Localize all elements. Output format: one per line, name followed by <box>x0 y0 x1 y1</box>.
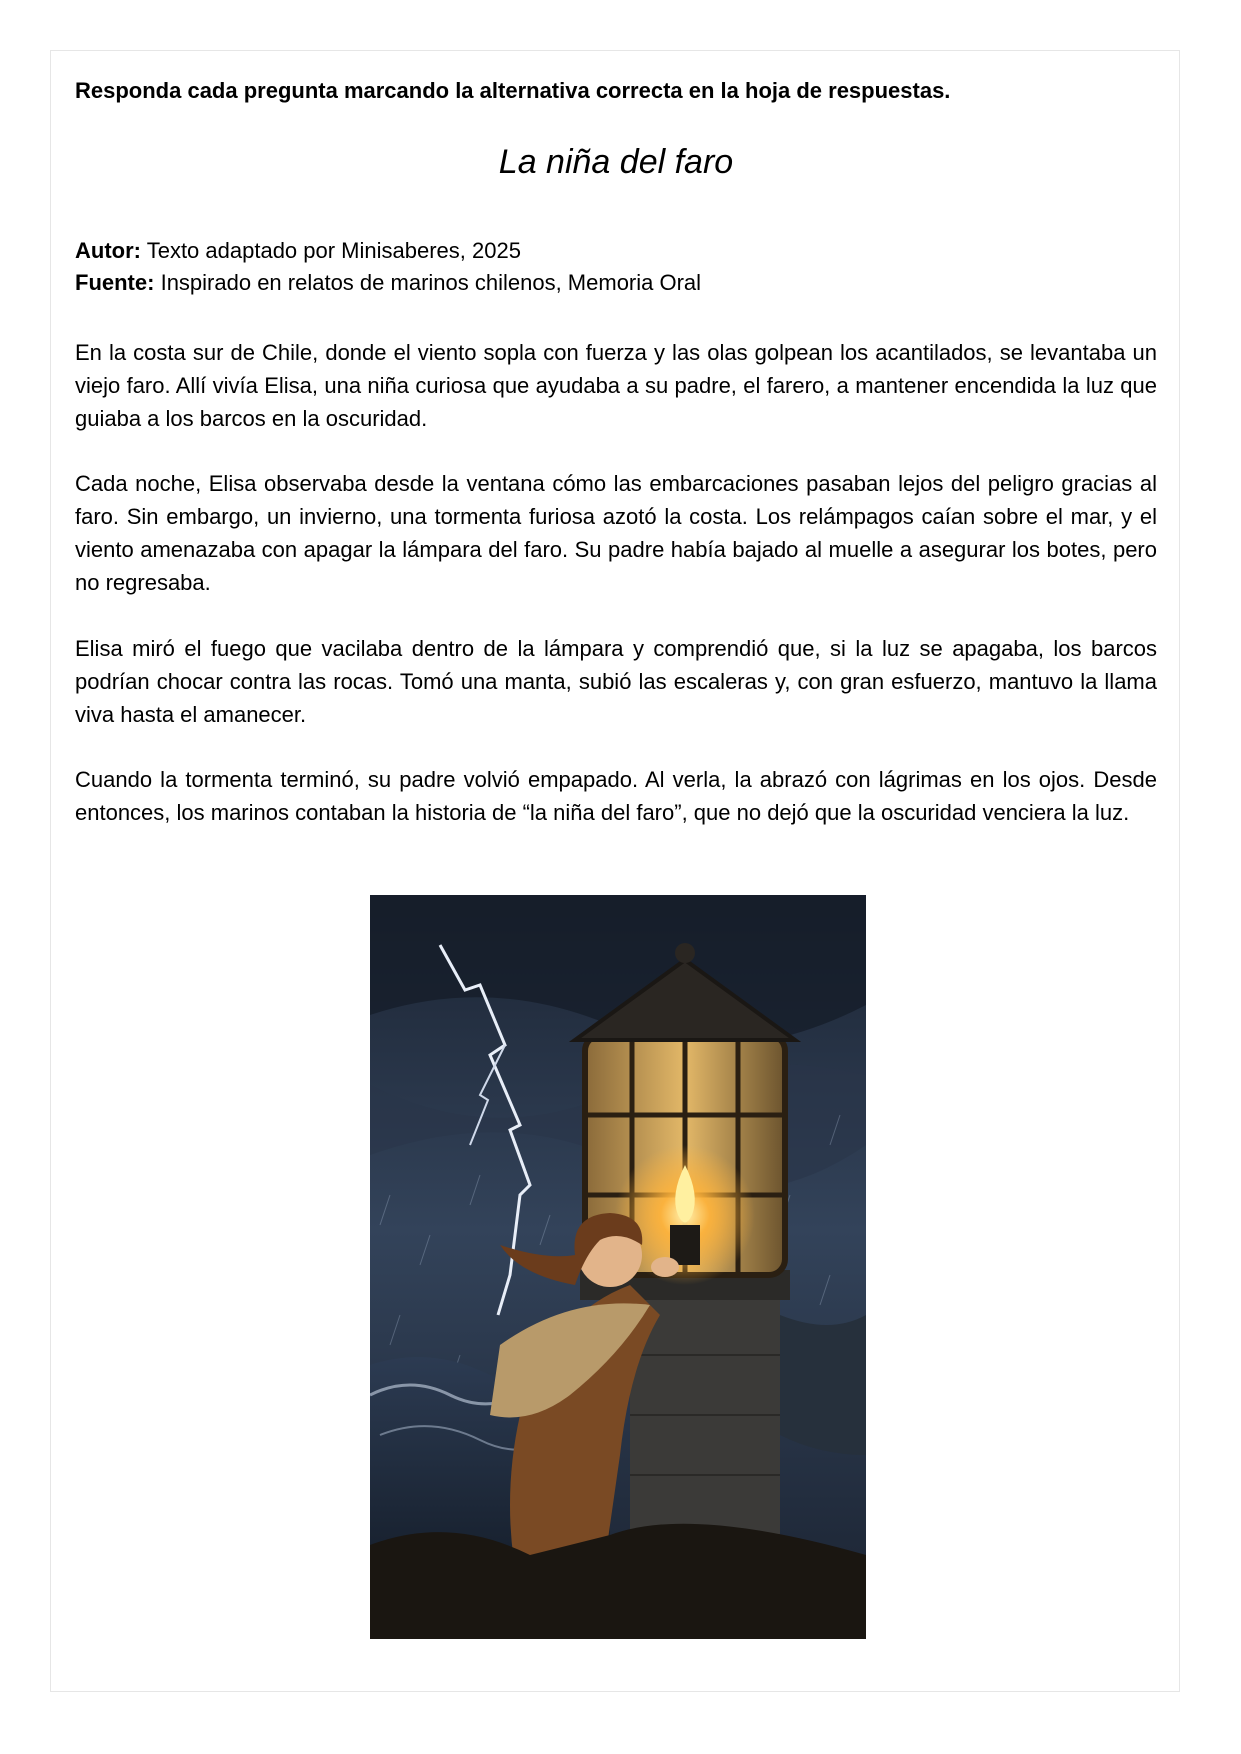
lighthouse-illustration <box>370 895 866 1639</box>
paragraph-1: En la costa sur de Chile, donde el viento sopla con fuerza y las olas golpean los acantilados, se levantaba un viejo faro. Allí vivía Elisa, una niña curiosa que ayudaba a su padre, el farero, a mantener encendida la luz que guiaba a los barcos en la oscuridad. <box>75 340 1157 431</box>
author-label: Autor: <box>75 238 141 263</box>
story-title: La niña del faro <box>498 143 734 181</box>
lamp-base <box>670 1225 700 1265</box>
girl-hand <box>651 1257 679 1277</box>
paragraph-3: Elisa miró el fuego que vacilaba dentro de la lámpara y comprendió que, si la luz se apagaba, los barcos podrían chocar contra las rocas. Tomó una manta, subió las escaleras y, con gran esfuerzo, mantuvo la llama viva hasta el amanecer. <box>75 636 1157 727</box>
paragraph-4: Cuando la tormenta terminó, su padre volvió empapado. Al verla, la abrazó con lágrimas en los ojos. Desde entonces, los marinos contaban la historia de “la niña del faro”, que no dejó que la oscuridad venciera la luz. <box>75 767 1157 825</box>
rocky-cliff <box>370 1524 866 1639</box>
source-value: Inspirado en relatos de marinos chilenos, Memoria Oral <box>160 270 702 295</box>
source-label: Fuente: <box>75 270 155 295</box>
source-line <box>75 268 1157 298</box>
author-line <box>75 236 1157 266</box>
author-value: Texto adaptado por Minisaberes, 2025 <box>146 238 521 263</box>
instructions: Responda cada pregunta marcando la alternativa correcta en la hoja de respuestas. <box>75 78 951 103</box>
roof-finial <box>675 943 695 963</box>
distant-rocks <box>780 1315 866 1455</box>
paragraph-2: Cada noche, Elisa observaba desde la ventana cómo las embarcaciones pasaban lejos del peligro gracias al faro. Sin embargo, un invierno, una tormenta furiosa azotó la costa. Los relámpagos caían sobre el mar, y el viento amenazaba con apagar la lámpara del faro. Su padre había bajado al muelle a asegurar los botes, pero no regresaba. <box>75 471 1157 595</box>
